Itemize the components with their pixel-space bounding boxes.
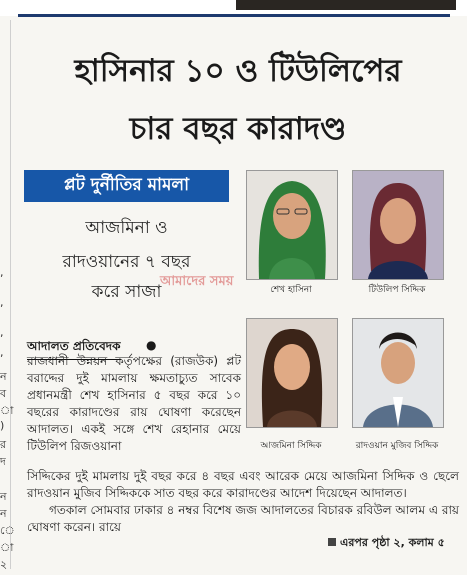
portrait-image xyxy=(247,319,337,427)
top-photo-fragment xyxy=(236,0,456,10)
margin-mark: দ xyxy=(0,455,6,468)
caption-sheikh-hasina: শেখ হাসিনা xyxy=(270,285,312,295)
margin-mark: ২ xyxy=(0,558,8,571)
byline-bullet-icon: ● xyxy=(146,338,157,352)
jump-square-icon xyxy=(328,538,336,546)
margin-mark: ন xyxy=(0,370,7,383)
margin-mark: র xyxy=(0,438,7,451)
margin-mark: ে xyxy=(0,524,15,537)
top-rule xyxy=(18,14,450,17)
portrait-image xyxy=(353,171,443,279)
caption-radwan-mujib-siddiq: রাদওয়ান মুজিব সিদ্দিক xyxy=(355,441,439,451)
watermark: আমাদের সময় xyxy=(160,274,234,289)
margin-mark: , xyxy=(0,266,4,279)
headline-line-1: হাসিনার ১০ ও টিউলিপের xyxy=(74,53,402,89)
margin-mark: ) xyxy=(0,419,5,432)
body-paragraph-1-continued xyxy=(27,468,459,536)
jump-link[interactable] xyxy=(328,534,445,553)
photo-sheikh-hasina xyxy=(246,170,338,280)
margin-mark: া xyxy=(0,541,14,554)
margin-mark: ন xyxy=(0,490,7,503)
photo-radwan-mujib-siddiq xyxy=(352,318,444,428)
body-paragraph-1: রাজধানী উন্নয়ন কর্তৃপক্ষের (রাজউক) প্লট বরাদ্দের দুই মামলায় ক্ষমতাচ্যুত সাবেক প্রধানমন্ত্রী শেখ হাসিনার ৫ বছর করে ১০ বছরের কারাদণ্ডের রায় ঘোষণা করেছেন আদালত। একই সঙ্গে শেখ রেহানার মেয়ে টিউলিপ রিজওয়ানা xyxy=(27,354,241,453)
margin-mark: , xyxy=(0,296,4,309)
photo-tulip-siddiq xyxy=(352,170,444,280)
subhead-line-3: করে সাজা xyxy=(91,282,162,302)
subhead-line-2: রাদওয়ানের ৭ বছর xyxy=(62,252,191,272)
headline-line-2: চার বছর কারাদণ্ড xyxy=(129,111,347,147)
body-paragraph-2: গতকাল সোমবার ঢাকার ৪ নম্বর বিশেষ জজ আদালতের বিচারক রবিউল আলম এ রায় ঘোষণা করেন। রায়ে xyxy=(27,503,459,534)
caption-azmina-siddiq: আজমিনা সিদ্দিক xyxy=(260,441,322,451)
margin-mark: , xyxy=(0,346,4,359)
margin-mark: ব xyxy=(0,387,7,400)
body-continued-text: সিদ্দিকের দুই মামলায় দুই বছর করে ৪ বছর এবং আরেক মেয়ে আজমিনা সিদ্দিক ও ছেলে রাদওয়ান মুজিব সিদ্দিককে সাত বছর করে কারাদণ্ডের আদেশ দিয়েছেন আদালত। xyxy=(27,469,459,500)
margin-mark: া xyxy=(0,404,14,417)
margin-mark: , xyxy=(0,326,4,339)
caption-tulip-siddiq: টিউলিপ সিদ্দিক xyxy=(368,285,426,295)
left-column-fragment xyxy=(0,20,15,571)
subhead-line-1: আজমিনা ও xyxy=(85,218,168,238)
photo-azmina-siddiq xyxy=(246,318,338,428)
portrait-image xyxy=(353,319,443,427)
jump-text: এরপর পৃষ্ঠা ২, কলাম ৫ xyxy=(340,536,445,549)
byline: আদালত প্রতিবেদক xyxy=(27,338,121,360)
portrait-image xyxy=(247,171,337,279)
margin-mark: ন xyxy=(0,507,7,520)
section-tag: প্লট দুর্নীতির মামলা xyxy=(24,170,229,202)
